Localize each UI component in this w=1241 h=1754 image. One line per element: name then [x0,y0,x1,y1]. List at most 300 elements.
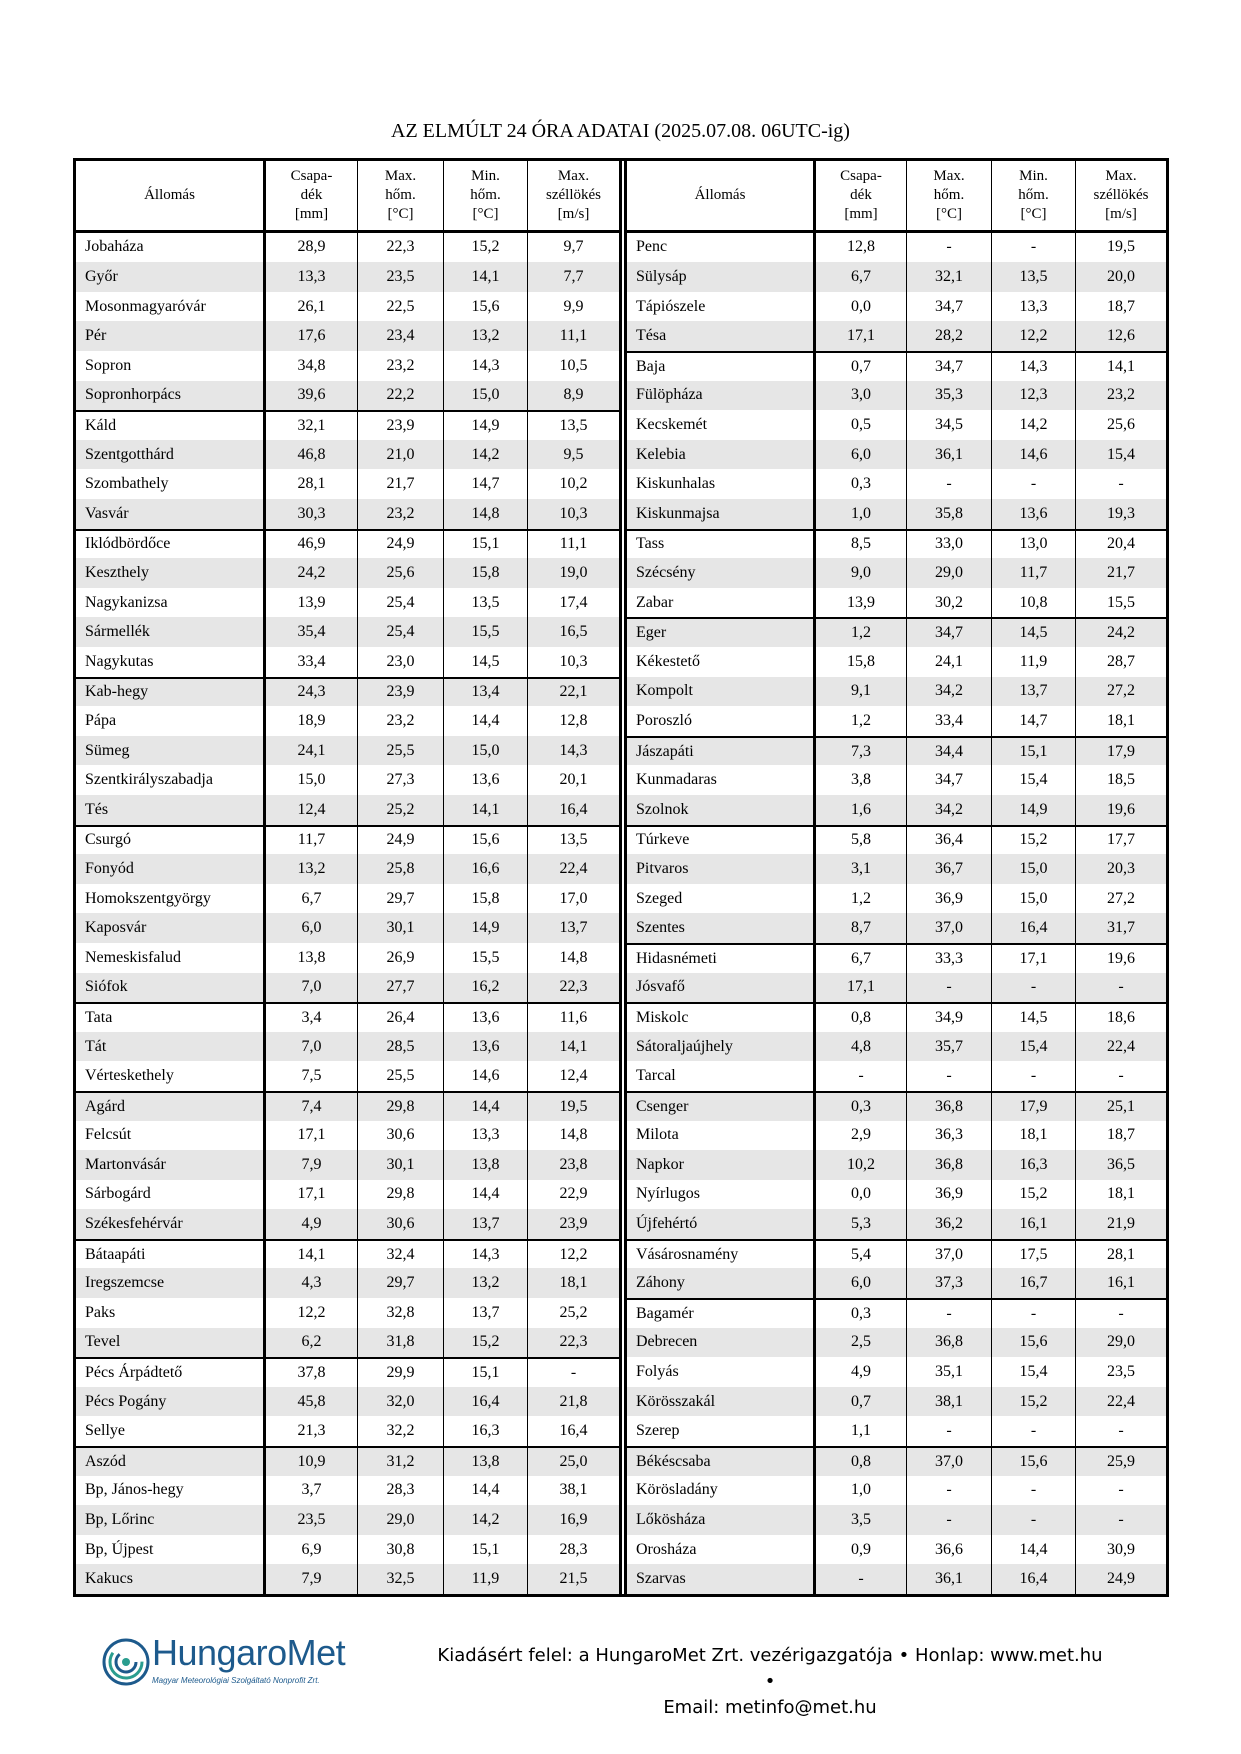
data-cell: 1,0 [816,1476,907,1506]
table-row [627,381,1166,411]
data-cell: 18,5 [1107,771,1135,789]
station-name: Tass [627,531,816,559]
data-cell: 34,7 [907,765,992,795]
data-cell: 7,0 [266,1032,358,1062]
data-cell: 14,1 [266,1241,358,1269]
data-cell: 29,9 [358,1359,444,1387]
station-name: Kiskunhalas [627,469,816,499]
station-name: Szerep [627,1416,816,1446]
data-cell: 33,4 [266,647,358,677]
column-header [1076,161,1166,230]
data-cell: 39,6 [266,381,358,411]
data-cell: 45,8 [266,1387,358,1417]
data-cell: 27,2 [1107,682,1135,700]
data-cell: 22,4 [1107,1392,1135,1410]
station-name: Jobaháza [76,233,266,263]
table-row [76,1268,619,1298]
station-name: Sellye [76,1416,266,1446]
data-cell: - [816,1564,907,1594]
data-cell: 1,2 [816,706,907,736]
data-cell: 10,3 [559,504,588,522]
data-cell: 13,8 [444,1150,528,1180]
station-name: Vásárosnamény [627,1241,816,1269]
data-cell: 14,7 [992,706,1076,736]
table-row [627,1180,1166,1210]
data-cell: 15,5 [444,617,528,647]
data-cell: 17,9 [992,1093,1076,1121]
column-header-line: széllökés [1093,186,1149,203]
table-row [627,1268,1166,1298]
data-cell: 14,2 [992,410,1076,440]
data-cell: 11,1 [559,327,588,345]
data-cell: 10,3 [559,652,588,670]
data-cell: 13,2 [444,321,528,351]
data-cell: 15,2 [992,827,1076,855]
data-cell: 18,1 [1107,1185,1135,1203]
data-cell: 17,4 [559,593,588,611]
data-cell: 14,1 [559,1037,588,1055]
table-row [627,1387,1166,1417]
station-name: Vasvár [76,499,266,529]
data-cell: 11,9 [444,1564,528,1594]
column-header-line: hőm. [470,186,501,203]
table-row [627,1416,1166,1446]
column-header [76,161,266,230]
data-cell: 16,3 [444,1416,528,1446]
data-cell: 7,9 [266,1564,358,1594]
data-cell: 15,5 [1107,593,1135,611]
table-row [627,292,1166,322]
data-cell: 13,3 [266,262,358,292]
data-cell: - [816,1061,907,1091]
data-cell: 0,7 [816,353,907,381]
station-name: Kompolt [627,677,816,707]
table-row [627,1061,1166,1091]
station-name: Nagykanizsa [76,588,266,618]
data-cell: 36,6 [907,1535,992,1565]
table-row [627,558,1166,588]
data-cell: 12,4 [266,795,358,825]
table-row [627,1298,1166,1328]
station-name: Penc [627,233,816,263]
column-header [992,161,1076,230]
data-cell: 7,5 [266,1061,358,1091]
data-cell: 17,5 [992,1241,1076,1269]
data-cell: 19,3 [1107,504,1135,522]
station-name: Pápa [76,706,266,736]
data-cell: 23,2 [358,351,444,381]
data-cell: 13,6 [444,765,528,795]
data-cell: 22,4 [1107,1037,1135,1055]
station-name: Sümeg [76,736,266,766]
data-cell: 22,3 [559,1333,588,1351]
data-cell: 28,7 [1107,652,1135,670]
data-cell: 12,8 [816,233,907,263]
station-name: Szeged [627,884,816,914]
table-row [76,1564,619,1594]
table-row [76,381,619,411]
data-cell: - [907,1061,992,1091]
data-cell: - [992,1416,1076,1446]
data-cell: 14,3 [444,351,528,381]
data-cell: 17,1 [992,945,1076,973]
data-cell: 20,0 [1107,268,1135,286]
data-cell: 7,9 [266,1150,358,1180]
table-row [627,262,1166,292]
table-row [627,854,1166,884]
data-cell: 23,2 [358,499,444,529]
data-cell: 14,7 [444,469,528,499]
data-cell: 22,2 [358,381,444,411]
column-header-line: Állomás [694,186,746,203]
table-row [76,1002,619,1032]
data-cell: 35,7 [907,1032,992,1062]
data-cell: 36,9 [907,884,992,914]
data-cell: 13,5 [559,831,588,849]
station-name: Tés [76,795,266,825]
page-title: AZ ELMÚLT 24 ÓRA ADATAI (2025.07.08. 06UTC-ig) [391,120,850,142]
table-row [627,1535,1166,1565]
data-cell: - [992,1476,1076,1506]
data-cell: 21,7 [1107,564,1135,582]
station-name: Szentgotthárd [76,440,266,470]
table-row [627,351,1166,381]
data-cell: 11,7 [992,558,1076,588]
data-cell: 36,7 [907,854,992,884]
station-name: Kelebia [627,440,816,470]
table-row [76,1032,619,1062]
data-cell: 14,2 [444,440,528,470]
data-cell: - [992,1300,1076,1328]
data-cell: 13,6 [444,1004,528,1032]
data-cell: 14,1 [444,795,528,825]
data-cell: 20,1 [559,771,588,789]
station-name: Tápiószele [627,292,816,322]
table-row [76,1476,619,1506]
station-name: Szombathely [76,469,266,499]
table-row [627,795,1166,825]
column-header-line: [°C] [936,205,962,222]
data-cell: 13,7 [444,1209,528,1239]
station-name: Sopronhorpács [76,381,266,411]
table-row [76,1209,619,1239]
column-header-line: dék [850,186,872,203]
data-cell: 1,2 [816,884,907,914]
data-cell: 21,3 [266,1416,358,1446]
data-cell: 14,6 [444,1061,528,1091]
data-cell: 24,3 [266,679,358,707]
data-cell: 33,0 [907,531,992,559]
data-cell: 16,4 [559,1422,588,1440]
data-cell: - [907,469,992,499]
station-name: Körösladány [627,1476,816,1506]
data-cell: 28,5 [358,1032,444,1062]
data-cell: 15,1 [444,1535,528,1565]
station-name: Lőkösháza [627,1505,816,1535]
column-header-line: Csapa- [290,167,333,184]
data-cell: 18,7 [1107,1126,1135,1144]
column-header-line: [°C] [387,205,414,222]
table-row [627,647,1166,677]
data-cell: 0,8 [816,1448,907,1476]
table-row [627,410,1166,440]
data-cell: 27,2 [1107,889,1135,907]
table-row [76,262,619,292]
column-header-line: [°C] [1020,205,1047,222]
station-name: Szentkirályszabadja [76,765,266,795]
column-header-line: Csapa- [840,167,882,184]
data-cell: 28,3 [358,1476,444,1506]
station-name: Tát [76,1032,266,1062]
data-cell: 15,4 [1107,445,1135,463]
data-cell: 37,3 [907,1268,992,1298]
data-cell: 14,2 [444,1505,528,1535]
station-name: Pitvaros [627,854,816,884]
station-name: Vérteskethely [76,1061,266,1091]
data-cell: 32,4 [358,1241,444,1269]
data-cell: 12,6 [1107,327,1135,345]
data-cell: 12,2 [266,1298,358,1328]
data-cell: 13,2 [266,854,358,884]
station-name: Martonvásár [76,1150,266,1180]
data-cell: 21,8 [559,1392,588,1410]
data-cell: 13,8 [444,1448,528,1476]
data-cell: 8,9 [563,386,584,404]
data-cell: 15,5 [444,943,528,973]
data-cell: 23,5 [266,1505,358,1535]
station-name: Siófok [76,973,266,1003]
data-cell: 37,0 [907,913,992,943]
data-cell: 23,0 [358,647,444,677]
data-cell: 22,3 [559,978,588,996]
station-name: Tésa [627,321,816,351]
data-cell: 6,0 [816,1268,907,1298]
data-cell: 0,0 [816,292,907,322]
data-cell: 36,5 [1107,1155,1135,1173]
table-row [76,321,619,351]
data-cell: 13,0 [992,531,1076,559]
data-cell: 18,9 [266,706,358,736]
column-header [816,161,907,230]
table-row [627,321,1166,351]
data-cell: 32,1 [907,262,992,292]
table-row [627,1446,1166,1476]
data-cell: 32,8 [358,1298,444,1328]
data-cell: 11,6 [559,1008,588,1026]
column-header [627,161,816,230]
footer-line-2: Email: metinfo@met.hu [663,1697,877,1718]
data-cell: 14,4 [444,1180,528,1210]
station-name: Mosonmagyaróvár [76,292,266,322]
data-cell: 10,5 [559,356,588,374]
station-name: Békéscsaba [627,1448,816,1476]
data-cell: 12,2 [559,1245,588,1263]
data-cell: 23,9 [559,1215,588,1233]
data-cell: 23,8 [559,1155,588,1173]
station-name: Sülysáp [627,262,816,292]
data-cell: 30,3 [266,499,358,529]
column-header-line: Max. [557,167,590,184]
data-cell: 31,8 [358,1328,444,1358]
data-cell: 22,4 [559,859,588,877]
data-cell: 30,1 [358,1150,444,1180]
data-cell: 23,9 [358,412,444,440]
station-name: Tarcal [627,1061,816,1091]
table-header-left [76,161,619,233]
data-cell: 25,4 [358,588,444,618]
data-cell: 3,8 [816,765,907,795]
data-cell: 4,3 [266,1268,358,1298]
table-row [627,1505,1166,1535]
data-cell: 30,9 [1107,1540,1135,1558]
station-name: Folyás [627,1357,816,1387]
data-cell: 27,3 [358,765,444,795]
table-row [76,588,619,618]
data-cell: 16,6 [444,854,528,884]
station-name: Bp, Lőrinc [76,1505,266,1535]
table-row [76,351,619,381]
data-cell: - [1118,1481,1124,1499]
data-cell: 23,5 [1107,1363,1135,1381]
data-cell: 35,1 [907,1357,992,1387]
table-row [627,588,1166,618]
data-cell: 30,1 [358,913,444,943]
table-row [76,1416,619,1446]
data-cell: 34,2 [907,677,992,707]
column-header-line: Max. [384,167,417,184]
data-cell: 14,5 [992,1004,1076,1032]
data-cell: 33,4 [907,706,992,736]
column-header-line: széllökés [546,186,601,203]
data-cell: 0,9 [816,1535,907,1565]
data-cell: 2,5 [816,1328,907,1358]
data-cell: 20,4 [1107,535,1135,553]
table-row [627,677,1166,707]
table-row [76,440,619,470]
data-cell: - [570,1364,577,1382]
station-name: Szentes [627,913,816,943]
data-cell: 6,7 [816,262,907,292]
station-name: Pécs Árpádtető [76,1359,266,1387]
data-cell: 15,6 [444,292,528,322]
data-cell: 10,9 [266,1448,358,1476]
station-name: Csenger [627,1093,816,1121]
table-separator [619,161,627,1594]
table-row [627,1032,1166,1062]
data-cell: 16,4 [559,800,588,818]
station-name: Iklódbördőce [76,531,266,559]
data-cell: 13,4 [444,679,528,707]
data-cell: 3,7 [266,1476,358,1506]
data-cell: - [1118,1422,1124,1440]
data-cell: 0,7 [816,1387,907,1417]
data-cell: 36,1 [907,1564,992,1594]
station-name: Debrecen [627,1328,816,1358]
data-cell: 18,1 [1107,711,1135,729]
station-name: Iregszemcse [76,1268,266,1298]
station-name: Bagamér [627,1300,816,1328]
data-cell: 21,7 [358,469,444,499]
data-cell: 23,4 [358,321,444,351]
station-name: Fülöpháza [627,381,816,411]
data-cell: 28,1 [266,469,358,499]
data-cell: 16,3 [992,1150,1076,1180]
data-cell: 14,3 [559,741,588,759]
data-cell: 12,2 [992,321,1076,351]
data-cell: 6,7 [816,945,907,973]
data-cell: 7,3 [816,738,907,766]
data-cell: 25,0 [559,1452,588,1470]
table-row [76,1121,619,1151]
data-cell: 46,9 [266,531,358,559]
data-cell: - [1118,475,1124,493]
data-cell: 22,3 [358,233,444,263]
column-header-line: hőm. [933,186,965,203]
table-row [76,410,619,440]
data-cell: 4,9 [816,1357,907,1387]
data-cell: 29,0 [358,1505,444,1535]
station-name: Bp, János-hegy [76,1476,266,1506]
data-cell: 25,2 [559,1303,588,1321]
data-cell: 13,5 [559,417,588,435]
data-cell: 34,9 [907,1004,992,1032]
data-cell: 10,2 [816,1150,907,1180]
data-cell: 23,2 [358,706,444,736]
data-cell: 32,2 [358,1416,444,1446]
data-cell: 19,5 [559,1097,588,1115]
data-cell: 35,4 [266,617,358,647]
station-name: Kaposvár [76,913,266,943]
data-cell: 8,7 [816,913,907,943]
station-name: Kecskemét [627,410,816,440]
data-cell: 25,8 [358,854,444,884]
column-header-line: Min. [1019,167,1048,184]
station-name: Bátaapáti [76,1241,266,1269]
table-row [627,1002,1166,1032]
data-cell: 9,9 [563,297,584,315]
data-cell: 0,3 [816,469,907,499]
data-cell: 12,8 [559,711,588,729]
data-cell: 15,2 [444,233,528,263]
data-cell: 34,7 [907,292,992,322]
data-cell: 24,2 [1107,624,1135,642]
table-row [76,706,619,736]
logo-subtitle: Magyar Meteorológiai Szolgáltató Nonprofit Zrt. [152,1676,320,1685]
data-cell: 13,8 [266,943,358,973]
table-row [627,1209,1166,1239]
station-name: Sopron [76,351,266,381]
table-row [627,706,1166,736]
data-cell: 17,1 [266,1121,358,1151]
data-cell: 34,2 [907,795,992,825]
station-name: Körösszakál [627,1387,816,1417]
table-header-right [627,161,1166,233]
data-cell: 6,2 [266,1328,358,1358]
data-cell: 32,5 [358,1564,444,1594]
data-cell: 14,3 [444,1241,528,1269]
data-cell: 3,4 [266,1004,358,1032]
data-cell: 4,8 [816,1032,907,1062]
table-row [76,1180,619,1210]
data-cell: 7,4 [266,1093,358,1121]
data-cell: 34,7 [907,619,992,647]
station-name: Szécsény [627,558,816,588]
data-cell: 9,1 [816,677,907,707]
table-row [76,1150,619,1180]
data-cell: 14,4 [444,1093,528,1121]
table-row [76,884,619,914]
data-cell: 25,1 [1107,1097,1135,1115]
